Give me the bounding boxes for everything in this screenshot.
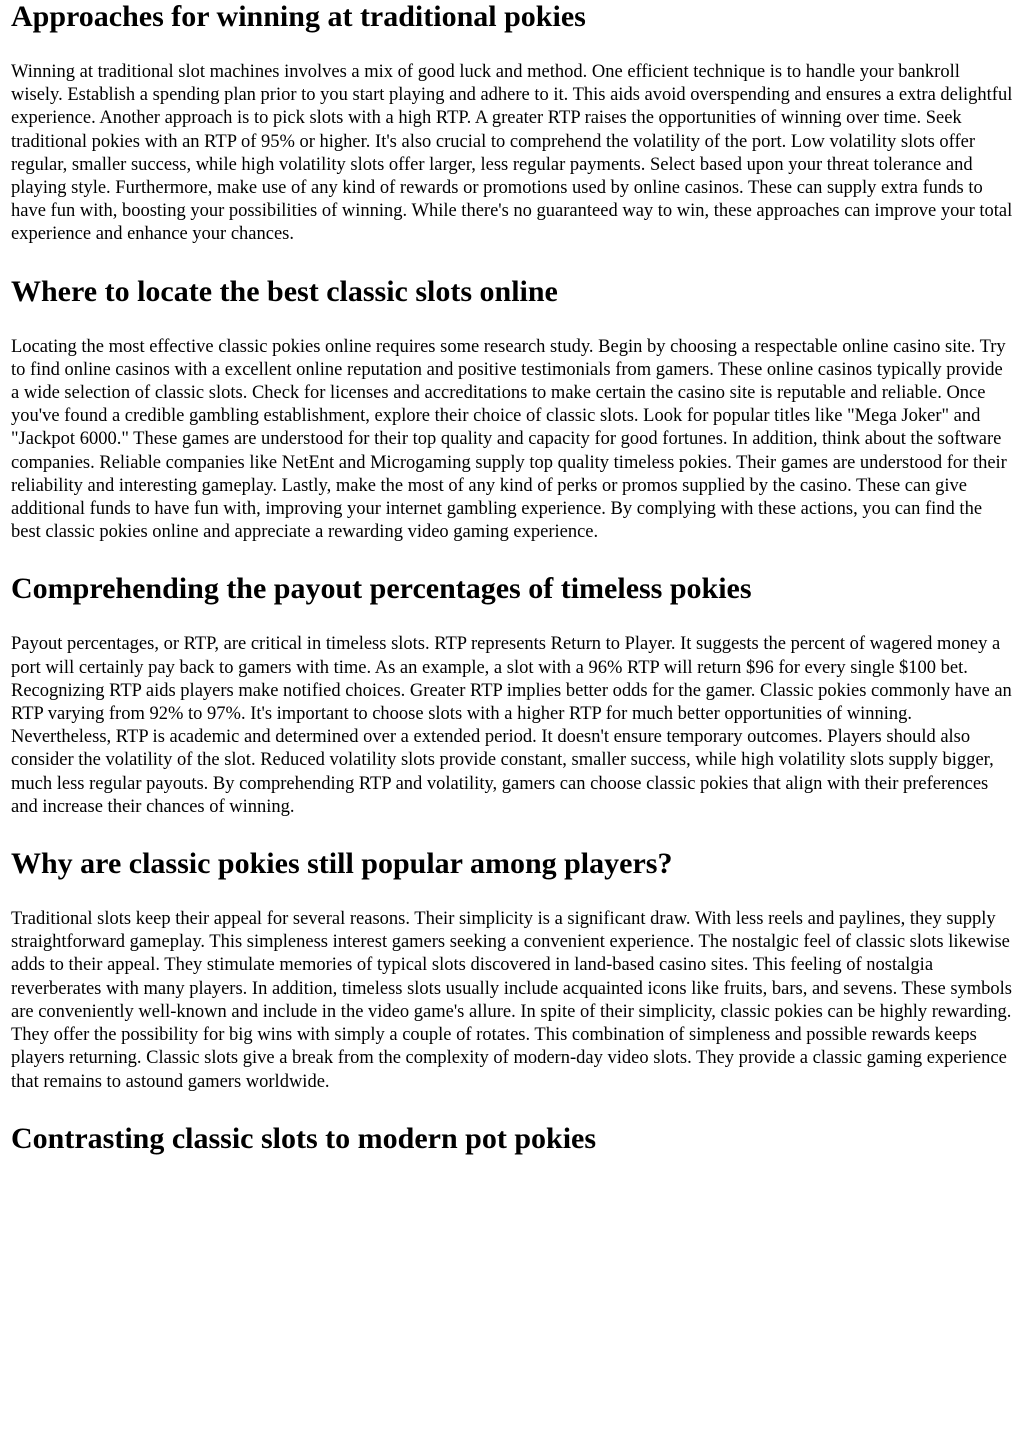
section-body-payout-percentages: Payout percentages, or RTP, are critical in timeless slots. RTP represents Return to Player. It suggests the percent of wagered money a port will certainly pay back to gamers with time. As an example, a slot with a 96% RTP will return $96 for every single $100 bet. Recognizing RTP aids players make notified choices. Greater RTP implies better odds for the gamer. Classic pokies commonly have an RTP varying from 92% to 97%. It's important to choose slots with a higher RTP for much better opportunities of winning. Nevertheless, RTP is academic and determined over a extended period. It doesn't ensure temporary outcomes. Players should also consider the volatility of the slot. Reduced volatility slots provide constant, smaller success, while high volatility slots supply bigger, much less regular payouts. By comprehending RTP and volatility, gamers can choose classic pokies that align with their preferences and increase their chances of winning. <box>11 634 1012 817</box>
section-body-where-to-locate: Locating the most effective classic pokies online requires some research study. Begin by choosing a respectable online casino site. Try to find online casinos with a excellent online reputation and positive testimonials from gamers. These online casinos typically provide a wide selection of classic slots. Check for licenses and accreditations to make certain the casino site is reputable and reliable. Once you've found a credible gambling establishment, explore their choice of classic slots. Look for popular titles like "Mega Joker" and "Jackpot 6000." These games are understood for their top quality and capacity for good fortunes. In addition, think about the software companies. Reliable companies like NetEnt and Microgaming supply top quality timeless pokies. Their games are understood for their reliability and interesting gameplay. Lastly, make the most of any kind of perks or promos supplied by the casino. These can give additional funds to have fun with, improving your internet gambling experience. By complying with these actions, you can find the best classic pokies online and appreciate a rewarding video gaming experience. <box>11 336 1007 543</box>
section-heading-where-to-locate: Where to locate the best classic slots online <box>11 274 558 308</box>
section-heading-winning-approaches: Approaches for winning at traditional pokies <box>11 0 586 33</box>
section-heading-why-popular: Why are classic pokies still popular among players? <box>11 847 673 881</box>
section-body-winning-approaches: Winning at traditional slot machines involves a mix of good luck and method. One efficient technique is to handle your bankroll wisely. Establish a spending plan prior to you start playing and adhere to it. This aids avoid overspending and ensures a extra delightful experience. Another approach is to pick slots with a high RTP. A greater RTP raises the opportunities of winning over time. Seek traditional pokies with an RTP of 95% or higher. It's also crucial to comprehend the volatility of the port. Low volatility slots offer regular, smaller success, while high volatility slots offer larger, less regular payments. Select based upon your threat tolerance and playing style. Furthermore, make use of any kind of rewards or promotions used by online casinos. These can supply extra funds to have fun with, boosting your possibilities of winning. While there's no guaranteed way to win, these approaches can improve your total experience and enhance your chances. <box>11 62 1013 245</box>
section-body-why-popular: Traditional slots keep their appeal for several reasons. Their simplicity is a significant draw. With less reels and paylines, they supply straightforward gameplay. This simpleness interest gamers seeking a convenient experience. The nostalgic feel of classic slots likewise adds to their appeal. They stimulate memories of typical slots discovered in land-based casino sites. This feeling of nostalgia reverberates with many players. In addition, timeless slots usually include acquainted icons like fruits, bars, and sevens. These symbols are conveniently well-known and include in the video game's allure. In spite of their simplicity, classic pokies can be highly rewarding. They offer the possibility for big wins with simply a couple of rotates. This combination of simpleness and possible rewards keeps players returning. Classic slots give a break from the complexity of modern-day video slots. They provide a classic gaming experience that remains to astound gamers worldwide. <box>11 909 1012 1092</box>
section-heading-payout-percentages: Comprehending the payout percentages of timeless pokies <box>11 572 752 606</box>
section-heading-contrasting: Contrasting classic slots to modern pot pokies <box>11 1121 597 1155</box>
